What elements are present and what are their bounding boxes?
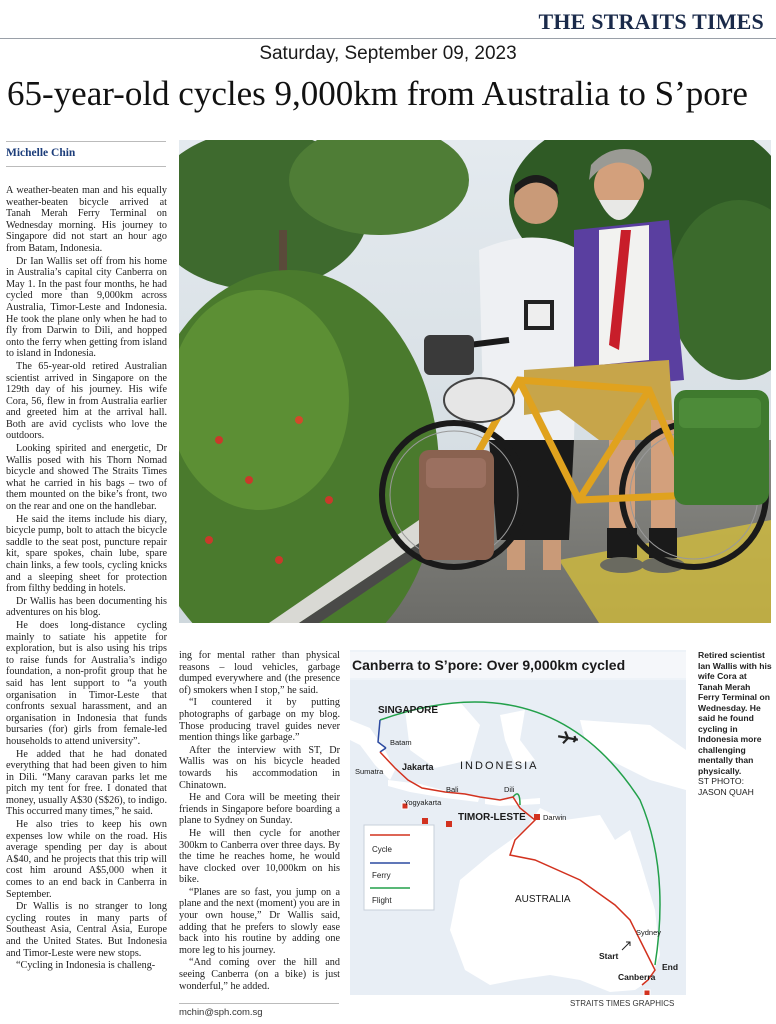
paragraph: “And coming over the hill and seeing Canberra (on a bike) is just wonderful,” he added. — [179, 957, 340, 992]
paragraph: He will then cycle for another 300km to Canberra over three days. By the time he reaches home, he would have clocked over 10,000km on his bike. — [179, 827, 340, 886]
article-column-2 — [179, 650, 340, 993]
label-australia: AUSTRALIA — [515, 894, 571, 905]
paragraph: Dr Wallis has been documenting his adventures on his blog. — [6, 595, 167, 619]
label-timor-leste: TIMOR-LESTE — [458, 812, 526, 823]
label-singapore: SINGAPORE — [378, 705, 439, 716]
paragraph: Dr Wallis is no stranger to long cycling routes in many parts of Southeast Asia, Central Asia, Europe and the United States. But Indonesia and Timor-Leste were new stops. — [6, 901, 167, 959]
byline: Michelle Chin — [6, 147, 76, 159]
photo-caption — [698, 650, 772, 797]
paragraph: “Planes are so fast, you jump on a plane and the next (moment) you are in your own house,” Dr Wallis said, adding that he prefers to slowly ease back into his routine by adding one more leg to his journey. — [179, 886, 340, 956]
canberra-marker — [644, 990, 650, 995]
paragraph: He also tries to keep his own expenses low while on the road. His average spending per day is about A$40, and he projects that this trip will cost him around A$5,000 when it comes to an end back in Canberra in September. — [6, 819, 167, 900]
label-dili: Dili — [504, 785, 515, 794]
article-column-1 — [6, 185, 167, 973]
label-bali: Bali — [446, 785, 459, 794]
paragraph: He does long-distance cycling mainly to satiate his appetite for exploration, but is also using his trips to raise funds for Australia’s indigo foundation, a non-profit group that he said has lent support to “a youth organisation in Timor-Leste that confronts sexual harassment, and an organisation in Indonesia that funds bursaries (for) girls from female-led households to attend university”. — [6, 619, 167, 747]
paragraph: He added that he had donated everything that had been given to him in Dili. “Many caravan parks let me pitch my tent for free. I donated that money, usually A$30 (S$26), to indigo. This occurred many times,” he said. — [6, 748, 167, 818]
label-darwin: Darwin — [543, 813, 567, 822]
paragraph: He said the items include his diary, bicycle pump, bolt to attach the bicycle saddle to the seat post, puncture repair kit, spare spokes, chain lube, spare chain links, a few tools, cycling knicks and a sleeping sheet for protection from filthy bedding in hotels. — [6, 513, 167, 595]
paragraph: Dr Ian Wallis set off from his home in Australia’s capital city Canberra on May 1. In the past four months, he had cycled more than 9,000km across Australia, Timor-Leste and Indonesia. He took the plane only when he had to fly from Darwin to Dili, and hopped onto the ferry when getting from island to island in Indonesia. — [6, 255, 167, 360]
map-title: Canberra to S’pore: Over 9,000km cycled — [350, 652, 686, 678]
label-batam: Batam — [390, 738, 412, 747]
label-start: Start — [599, 951, 619, 961]
label-jakarta: Jakarta — [402, 762, 434, 772]
paragraph: A weather-beaten man and his equally weather-beaten bicycle arrived at Tanah Merah Ferry Terminal on Wednesday morning. His journey to Singapore did not start an hour ago from Batam, Indonesia. — [6, 185, 167, 254]
paragraph: “Cycling in Indonesia is challeng- — [16, 960, 156, 972]
label-indonesia: INDONESIA — [460, 760, 539, 772]
paragraph: Looking spirited and energetic, Dr Wallis posed with his Thorn Nomad bicycle and showed The Straits Times what he carried in his bags – two of them mounted on the bike’s front, two on the rear and one on the handlebar. — [6, 443, 167, 513]
map-credit: STRAITS TIMES GRAPHICS — [570, 999, 675, 1008]
darwin-marker — [534, 814, 540, 820]
bali-marker — [446, 821, 452, 827]
paragraph: He and Cora will be meeting their friends in Singapore before boarding a plane to Sydney on Sunday. — [179, 792, 340, 827]
legend-cycle: Cycle — [372, 845, 393, 854]
label-canberra: Canberra — [618, 972, 656, 982]
byline-rule-top — [6, 141, 166, 142]
photo-credit: ST PHOTO: JASON QUAH — [698, 776, 754, 797]
yogyakarta-marker — [422, 818, 428, 824]
label-yogyakarta: Yogyakarta — [404, 798, 442, 807]
paragraph: ing for mental rather than physical reasons – loud vehicles, garbage dumped everywhere and (the presence of) smokers when I stop,” he said. — [179, 650, 340, 696]
caption-text: Retired scientist Ian Wallis with his wife Cora at Tanah Merah Ferry Terminal on Wednesday. He said he found cycling in Indonesia more challenging mentally than physically. — [698, 650, 772, 776]
paragraph: The 65-year-old retired Australian scientist arrived in Singapore on the 129th day of his journey. His wife Cora, 56, flew in from Australia earlier and greeted him at the arrival hall. Both are avid cyclists who love the outdoors. — [6, 360, 167, 442]
legend-flight: Flight — [372, 896, 392, 905]
publication-date: Saturday, September 09, 2023 — [259, 43, 517, 64]
masthead: THE STRAITS TIMES — [538, 9, 764, 34]
article-photo — [179, 140, 771, 623]
masthead-rule — [0, 38, 776, 39]
headline: 65-year-old cycles 9,000km from Australia to S’pore — [7, 74, 748, 113]
route-map — [350, 650, 686, 995]
label-sumatra: Sumatra — [355, 767, 384, 776]
legend-ferry: Ferry — [372, 871, 391, 880]
label-sydney: Sydney — [636, 928, 662, 937]
paragraph: After the interview with ST, Dr Wallis was on his bicycle headed towards his accommodation in Chinatown. — [179, 744, 340, 791]
label-end: End — [662, 962, 679, 972]
byline-rule-bottom — [6, 166, 166, 167]
author-email: mchin@sph.com.sg — [179, 1007, 263, 1018]
paragraph: “I countered it by putting photographs of garbage on my blog. Those producing travel guides never mention things like garbage.” — [179, 697, 340, 744]
email-rule — [179, 1003, 339, 1004]
